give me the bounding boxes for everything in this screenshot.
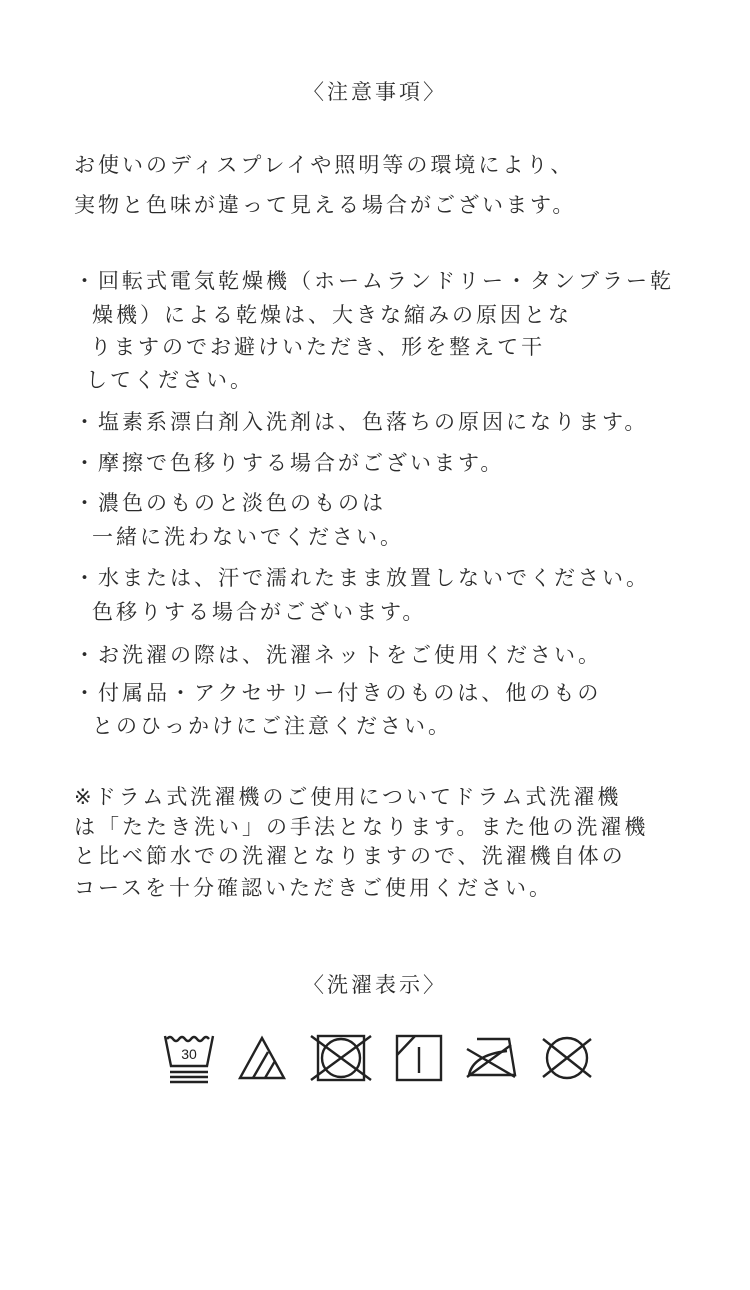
bullet-line: とのひっかけにご注意ください。: [92, 714, 452, 738]
drum-note-line: コースを十分確認いただきご使用ください。: [74, 876, 553, 900]
bullet-line: りますのでお避けいただき、形を整えて干: [90, 335, 546, 359]
bullet-line: ・回転式電気乾燥機（ホームランドリー・タンブラー乾: [74, 269, 674, 293]
care-title: 〈洗濯表示〉: [303, 973, 447, 997]
no-dry-clean-icon: [541, 1035, 593, 1081]
bullet-line: ・付属品・アクセサリー付きのものは、他のもの: [74, 681, 602, 705]
drum-note-line: と比べ節水での洗濯となりますので、洗濯機自体の: [74, 844, 626, 868]
bullet-line: 燥機）による乾燥は、大きな縮みの原因とな: [92, 303, 572, 327]
care-icons: [163, 1030, 593, 1086]
bullet-line: 一緒に洗わないでください。: [92, 525, 404, 549]
notes-title: 〈注意事項〉: [303, 80, 447, 104]
wash-30-very-gentle-icon: [163, 1032, 215, 1084]
bullet-line: ・濃色のものと淡色のものは: [74, 491, 386, 515]
bullet-line: してください。: [86, 368, 254, 392]
bullet-line: ・塩素系漂白剤入洗剤は、色落ちの原因になります。: [74, 410, 649, 434]
drum-note-line: は「たたき洗い」の手法となります。また他の洗濯機: [74, 815, 649, 839]
oxygen-bleach-only-icon: [237, 1035, 287, 1081]
wash-temp-label: 30: [181, 1046, 197, 1062]
drum-note-line: ※ドラム式洗濯機のご使用についてドラム式洗濯機: [74, 785, 622, 809]
intro-line: お使いのディスプレイや照明等の環境により、: [74, 153, 575, 177]
bullet-line: 色移りする場合がございます。: [92, 600, 427, 624]
no-iron-icon: [465, 1035, 519, 1081]
bullet-line: ・水または、汗で濡れたまま放置しないでください。: [74, 566, 650, 590]
bullet-line: ・摩擦で色移りする場合がございます。: [74, 451, 505, 475]
drip-dry-shade-icon: [395, 1033, 443, 1083]
no-tumble-dry-icon: [309, 1033, 373, 1083]
bullet-line: ・お洗濯の際は、洗濯ネットをご使用ください。: [74, 643, 602, 667]
intro-line: 実物と色味が違って見える場合がございます。: [74, 193, 577, 217]
